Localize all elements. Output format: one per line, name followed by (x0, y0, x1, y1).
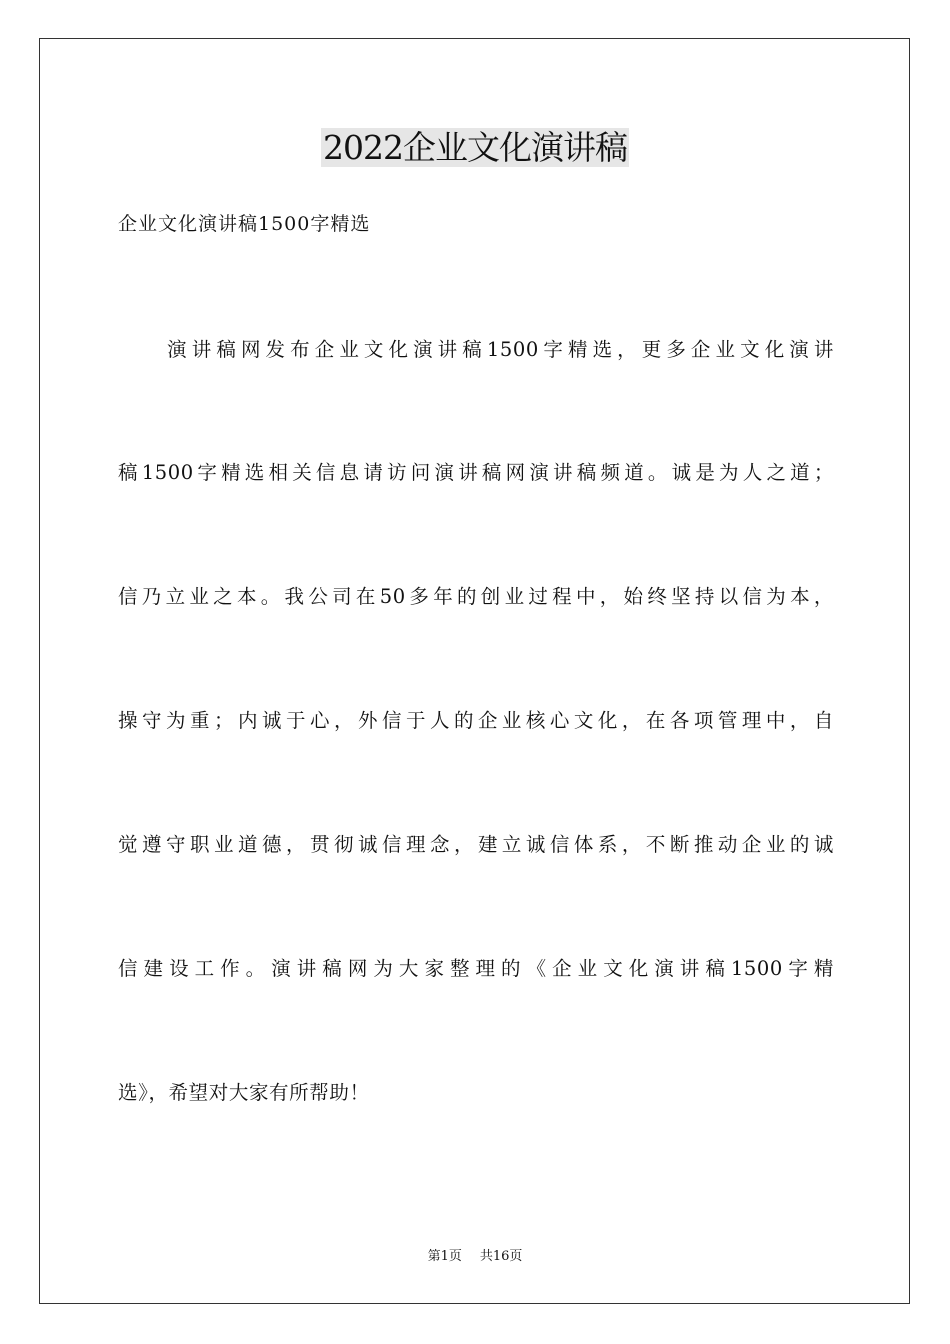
document-subtitle: 企业文化演讲稿1500字精选 (118, 213, 371, 235)
paragraph-line: 信乃立业之本。我公司在50多年的创业过程中，始终坚持以信为本， (118, 585, 834, 608)
paragraph-line: 稿1500字精选相关信息请访问演讲稿网演讲稿频道。诚是为人之道； (118, 461, 834, 484)
page-total: 共16页 (479, 1249, 523, 1264)
paragraph-line: 选》，希望对大家有所帮助！ (118, 1081, 370, 1104)
document-title-text: 2022企业文化演讲稿 (323, 128, 627, 167)
paragraph-line: 觉遵守职业道德，贯彻诚信理念，建立诚信体系，不断推动企业的诚 (118, 833, 834, 856)
page-footer (0, 1248, 950, 1266)
paragraph-line: 信建设工作。演讲稿网为大家整理的《企业文化演讲稿1500字精 (118, 957, 834, 980)
paragraph-line: 操守为重；内诚于心，外信于人的企业核心文化，在各项管理中，自 (118, 709, 834, 732)
paragraph-line: 演讲稿网发布企业文化演讲稿1500字精选，更多企业文化演讲 (118, 338, 834, 361)
page-number: 第1页 (427, 1249, 462, 1264)
document-title (0, 128, 950, 168)
